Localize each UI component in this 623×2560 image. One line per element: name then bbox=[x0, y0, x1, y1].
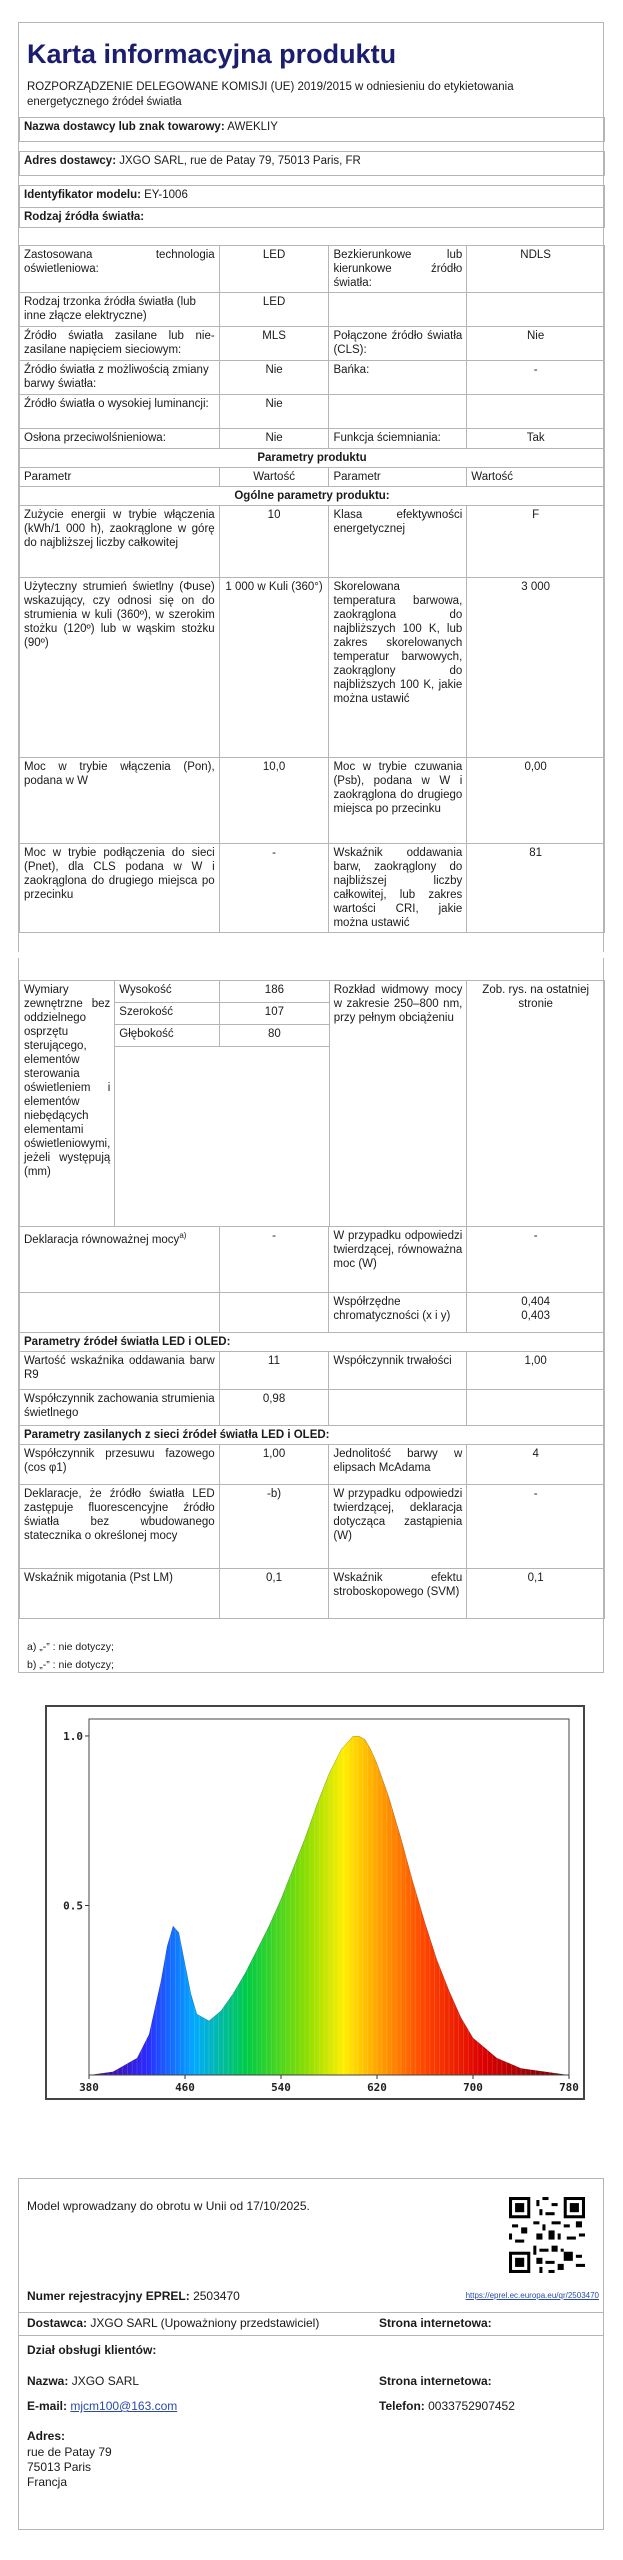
led-params-heading: Parametry źródeł światła LED i OLED: bbox=[20, 1333, 605, 1352]
source-type-heading: Rodzaj źródła światła: bbox=[20, 208, 605, 228]
source-type-table bbox=[19, 245, 605, 933]
mains-params-heading: Parametry zasilanych z sieci źródeł światła LED i OLED: bbox=[20, 1426, 605, 1445]
equiv-power-label: Deklaracja równoważnej mocy bbox=[24, 1233, 180, 1246]
supplier-address-row bbox=[20, 152, 605, 176]
spectral-value: Zob. rys. na ostatniej stronie bbox=[467, 981, 605, 1227]
supplier-table bbox=[19, 117, 605, 228]
x-tick-label: 780 bbox=[559, 2081, 579, 2094]
market-text: Model wprowadzany do obrotu w Unii od 17/10/2025. bbox=[27, 2199, 310, 2213]
x-tick-label: 460 bbox=[175, 2081, 195, 2094]
email-label: E-mail: bbox=[27, 2399, 68, 2413]
customer-service-heading: Dział obsługi klientów: bbox=[27, 2343, 157, 2357]
param-row: Deklaracja równoważnej mocy$^{a)}$ - W przypadku odpowiedzi twierdzącej, równoważna moc (W) - bbox=[20, 1227, 605, 1293]
eprel-link[interactable]: https://eprel.ec.europa.eu/qr/2503470 bbox=[465, 2291, 599, 2300]
page-1 bbox=[18, 22, 604, 952]
param-row: Współrzędne chromatyczności (x i y) 0,404 0,403 bbox=[20, 1293, 605, 1333]
x-tick-label: 380 bbox=[79, 2081, 99, 2094]
model-identifier-label: Identyfikator modelu: bbox=[24, 189, 141, 201]
param-row: Użyteczny strumień świetlny (Φuse) wskazujący, czy odnosi się on do strumienia w kuli (360º), w szerokim stożku (120º) lub w wąskim stożku (90º) 1 000 w Kuli (360°) Skorelowana temperatura barwowa, zaokrąglona do najbliższych 100 K, lub zakres skorelowanych temperatur barwowych, zaokrąglony do najbliższych 100 K, jakie można ustawić 3 000 bbox=[20, 578, 605, 758]
dimensions-table bbox=[19, 980, 605, 1227]
service-name-label: Nazwa: bbox=[27, 2374, 69, 2388]
product-params-heading: Parametry produktu bbox=[20, 449, 605, 468]
param-row: Współczynnik przesuwu fazowego (cos φ1) 1,00 Jednolitość barwy w elipsach McAdama 4 bbox=[20, 1445, 605, 1485]
param-row: Moc w trybie włączenia (Pon), podana w W 10,0 Moc w trybie czuwania (Psb), podana w W i zaokrąglona do drugiego miejsca po przecinku 0,00 bbox=[20, 758, 605, 844]
page-2 bbox=[18, 958, 604, 1673]
address-label: Adres: bbox=[27, 2429, 66, 2443]
email-link[interactable]: mjcm100@163.com bbox=[70, 2399, 178, 2413]
y-tick-label: 0.5 bbox=[63, 1899, 83, 1913]
param-row: Wartość wskaźnika oddawania barw R9 11 Współczynnik trwałości 1,00 bbox=[20, 1352, 605, 1390]
param-row: Wskaźnik migotania (Pst LM) 0,1 Wskaźnik efektu stroboskopowego (SVM) 0,1 bbox=[20, 1569, 605, 1619]
phone-value: 0033752907452 bbox=[428, 2399, 515, 2413]
footer-supplier-value: JXGO SARL (Upoważniony przedstawiciel) bbox=[90, 2316, 320, 2330]
qr-code-icon[interactable] bbox=[509, 2197, 585, 2273]
source-row: Źródło światła o wysokiej luminancji: Nie bbox=[20, 395, 605, 429]
address-line: rue de Patay 79 bbox=[27, 2445, 112, 2459]
supplier-name-row bbox=[20, 118, 605, 142]
spectral-label: Rozkład widmowy mocy w zakresie 250–800 nm, przy pełnym obciążeniu bbox=[329, 981, 467, 1227]
source-row: Zastosowana technologia oświetleniowa: LED Bezkierunkowe lub kierunkowe źródło światła: NDLS bbox=[20, 246, 605, 293]
dim-depth-label: Głębokość bbox=[115, 1025, 220, 1047]
x-tick-label: 620 bbox=[367, 2081, 387, 2094]
model-identifier-row bbox=[20, 186, 605, 208]
service-website-label: Strona internetowa: bbox=[379, 2374, 492, 2388]
param-row: Moc w trybie podłączenia do sieci (Pnet), dla CLS podana w W i zaokrąglona do drugiego miejsca po przecinku - Wskaźnik oddawania barw, zaokrąglony do najbliższej liczby całkowitej, lub zakres wartości CRI, jakie można ustawić 81 bbox=[20, 844, 605, 933]
param-row: Zużycie energii w trybie włączenia (kWh/1 000 h), zaokrąglone w górę do najbliższej liczby całkowitej 10 Klasa efektywności energetycznej F bbox=[20, 506, 605, 578]
supplier-name-label: Nazwa dostawcy lub znak towarowy: bbox=[24, 121, 225, 133]
footnote-a: a) „-” : nie dotyczy; bbox=[27, 1641, 114, 1653]
param-row: Deklaracje, że źródło światła LED zastępuje fluorescencyjne źródło światła bez wbudowanego statecznika o określonej mocy -b) W przypadku odpowiedzi twierdzącej, deklaracja dotycząca zastąpienia (W) - bbox=[20, 1485, 605, 1569]
spectrum-chart bbox=[45, 1705, 585, 2100]
source-row: Źródło światła zasilane lub nie-zasilane napięciem sieciowym: MLS Połączone źródło światła (CLS): Nie bbox=[20, 327, 605, 361]
phone-label: Telefon: bbox=[379, 2399, 425, 2413]
address-line: 75013 Paris bbox=[27, 2460, 92, 2474]
y-tick-label: 1.0 bbox=[63, 1729, 83, 1743]
model-identifier-value: EY-1006 bbox=[144, 189, 188, 201]
supplier-name-value: AWEKLIY bbox=[227, 121, 278, 133]
footer-section bbox=[18, 2178, 604, 2530]
x-tick-label: 540 bbox=[271, 2081, 291, 2094]
service-name-value: JXGO SARL bbox=[71, 2374, 140, 2388]
supplier-address-value: JXGO SARL, rue de Patay 79, 75013 Paris, FR bbox=[119, 155, 361, 167]
dim-depth-value: 80 bbox=[220, 1025, 330, 1047]
page-title: Karta informacyjna produktu bbox=[27, 39, 397, 69]
supplier-website-label: Strona internetowa: bbox=[379, 2316, 492, 2330]
footnote-b: b) „-” : nie dotyczy; bbox=[27, 1659, 114, 1671]
dim-width-value: 107 bbox=[220, 1003, 330, 1025]
general-params-heading: Ogólne parametry produktu: bbox=[20, 487, 605, 506]
source-row: Źródło światła z możliwością zmiany barwy światła: Nie Bańka: - bbox=[20, 361, 605, 395]
params-table-2 bbox=[19, 1226, 605, 1619]
address-line: Francja bbox=[27, 2475, 68, 2489]
dim-height-label: Wysokość bbox=[115, 981, 220, 1003]
eprel-value: 2503470 bbox=[193, 2289, 240, 2303]
address-block bbox=[27, 2445, 112, 2490]
spectrum-svg bbox=[47, 1707, 583, 2098]
footer-supplier-label: Dostawca: bbox=[27, 2316, 88, 2330]
dimensions-label: Wymiary zewnętrzne bez oddzielnego osprzętu sterującego, elementów sterowania oświetleniem i elementów niebędących elementami oświetleniowymi, jeżeli występują (mm) bbox=[20, 981, 115, 1227]
params-header-row: Parametr Wartość Parametr Wartość bbox=[20, 468, 605, 487]
regulation-subtitle: ROZPORZĄDZENIE DELEGOWANE KOMISJI (UE) 2019/2015 w odniesieniu do etykietowania energetycznego źródeł światła bbox=[27, 81, 514, 108]
dim-width-label: Szerokość bbox=[115, 1003, 220, 1025]
source-row: Rodzaj trzonka źródła światła (lub inne złącze elektryczne) LED bbox=[20, 293, 605, 327]
source-row: Osłona przeciwolśnieniowa: Nie Funkcja ściemniania: Tak bbox=[20, 429, 605, 449]
dim-height-value: 186 bbox=[220, 981, 330, 1003]
x-tick-label: 700 bbox=[463, 2081, 483, 2094]
eprel-label: Numer rejestracyjny EPREL: bbox=[27, 2289, 190, 2303]
param-row: Współczynnik zachowania strumienia świetlnego 0,98 bbox=[20, 1390, 605, 1426]
supplier-address-label: Adres dostawcy: bbox=[24, 155, 117, 167]
